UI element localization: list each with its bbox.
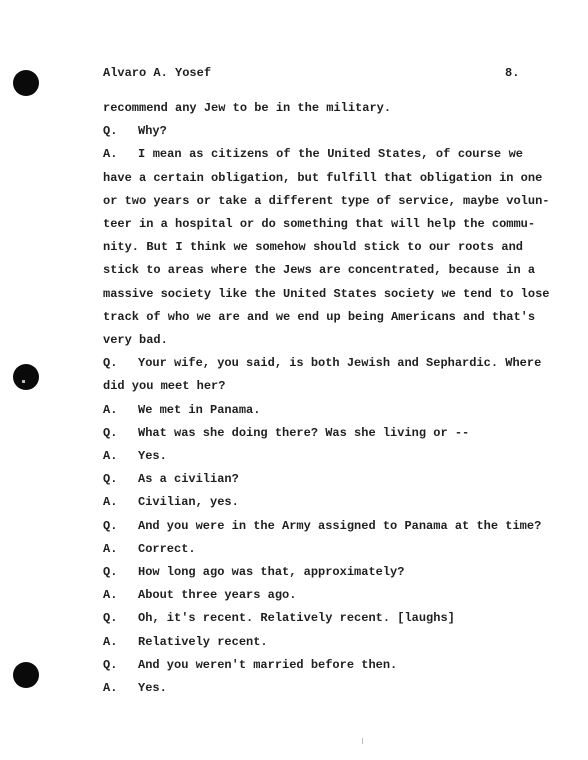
line-text: I mean as citizens of the United States, of course we xyxy=(138,147,523,162)
transcript-line xyxy=(103,471,523,487)
scan-speck xyxy=(362,738,363,744)
speaker-label: Q. xyxy=(103,565,118,579)
speaker-label: Q. xyxy=(103,124,118,139)
speaker-label: A. xyxy=(103,402,118,417)
line-text: About three years ago. xyxy=(138,588,297,603)
line-text: How long ago was that, approximately? xyxy=(138,565,405,579)
line-text: teer in a hospital or do something that will help the commu- xyxy=(103,217,536,231)
transcript-line xyxy=(103,494,523,510)
line-text: Yes. xyxy=(138,681,167,695)
speaker-label: Q. xyxy=(103,425,118,440)
transcript-line xyxy=(103,541,523,557)
speaker-label: Q. xyxy=(103,356,118,371)
line-text: We met in Panama. xyxy=(138,402,261,417)
line-text: As a civilian? xyxy=(138,472,239,487)
transcript-line xyxy=(103,448,523,464)
transcript-line xyxy=(103,286,550,302)
page-number: 8. xyxy=(505,66,520,80)
line-text: massive society like the United States society we tend to lose xyxy=(103,286,550,301)
transcript-line xyxy=(103,657,523,673)
speaker-label: Q. xyxy=(103,657,118,672)
transcript-line xyxy=(103,680,523,696)
transcript-line xyxy=(103,518,542,534)
transcript-line xyxy=(103,564,523,580)
speaker-label: A. xyxy=(103,681,118,695)
transcript-line xyxy=(103,425,523,441)
speaker-label: A. xyxy=(103,541,118,556)
speaker-label: Q. xyxy=(103,472,118,487)
speaker-label: A. xyxy=(103,495,118,510)
speaker-label: A. xyxy=(103,449,118,463)
transcript-line xyxy=(103,378,523,394)
line-text: Your wife, you said, is both Jewish and Sephardic. Where xyxy=(138,356,542,371)
line-text: What was she doing there? Was she living or -- xyxy=(138,425,470,440)
transcript-line xyxy=(103,587,523,603)
line-text: And you weren't married before then. xyxy=(138,657,398,672)
speaker-label: A. xyxy=(103,588,118,603)
transcript-line xyxy=(103,634,523,650)
transcript-line xyxy=(103,355,542,371)
transcript-line xyxy=(103,123,523,139)
speaker-label: Q. xyxy=(103,611,118,626)
punch-hole xyxy=(13,662,39,688)
transcript-line xyxy=(103,216,536,232)
transcript-line xyxy=(103,146,523,162)
speaker-label: A. xyxy=(103,147,118,162)
line-text: stick to areas where the Jews are concentrated, because in a xyxy=(103,263,536,278)
line-text: did you meet her? xyxy=(103,379,226,394)
line-text: very bad. xyxy=(103,333,168,347)
transcript-line xyxy=(103,239,523,255)
line-text: have a certain obligation, but fulfill that obligation in one xyxy=(103,170,543,185)
transcript-line xyxy=(103,402,523,418)
punch-hole xyxy=(13,70,39,96)
transcript-line xyxy=(103,309,536,325)
line-text: Civilian, yes. xyxy=(138,495,239,510)
line-text: nity. But I think we somehow should stick to our roots and xyxy=(103,240,523,255)
transcript-line xyxy=(103,170,543,186)
line-text: And you were in the Army assigned to Panama at the time? xyxy=(138,518,542,533)
scan-speck xyxy=(22,380,25,383)
line-text: Why? xyxy=(138,124,167,139)
transcript-line xyxy=(103,332,523,348)
line-text: Relatively recent. xyxy=(138,634,268,649)
line-text: recommend any Jew to be in the military. xyxy=(103,101,392,115)
line-text: Correct. xyxy=(138,541,196,556)
speaker-label: Q. xyxy=(103,518,118,533)
line-text: track of who we are and we end up being Americans and that's xyxy=(103,309,536,324)
line-text: or two years or take a different type of service, maybe volun- xyxy=(103,193,550,208)
speaker-label: A. xyxy=(103,634,118,649)
line-text: Oh, it's recent. Relatively recent. [laughs] xyxy=(138,611,455,626)
transcript-line xyxy=(103,100,523,116)
interviewee-name-header: Alvaro A. Yosef xyxy=(103,66,212,80)
transcript-line xyxy=(103,262,536,278)
line-text: Yes. xyxy=(138,449,167,463)
punch-hole xyxy=(13,364,39,390)
transcript-line xyxy=(103,193,550,209)
transcript-line xyxy=(103,610,523,626)
